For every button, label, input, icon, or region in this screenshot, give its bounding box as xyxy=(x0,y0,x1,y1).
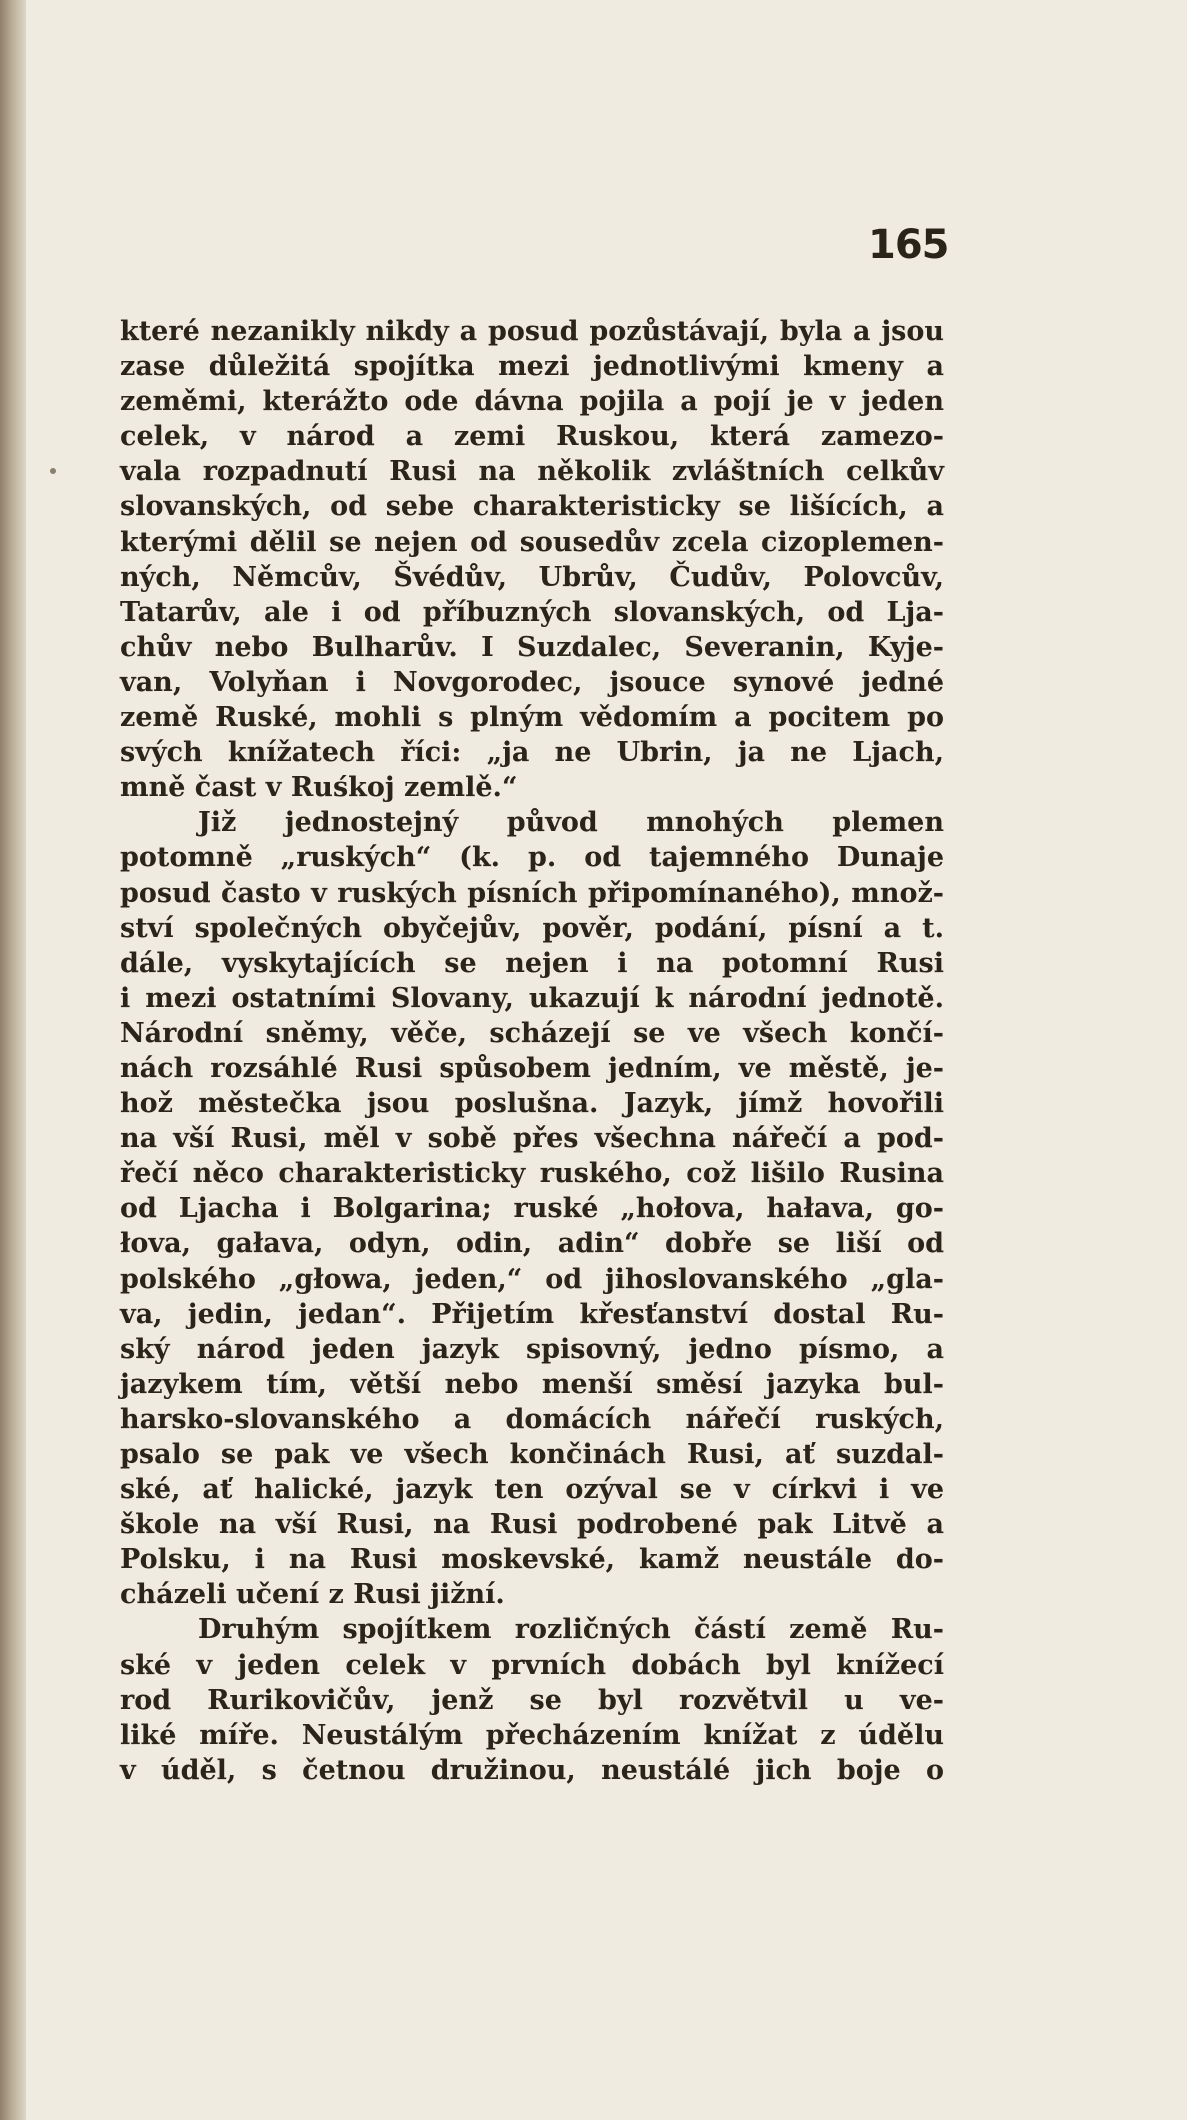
text-line: v úděl, s četnou družinou, neustálé jich boje o xyxy=(120,1754,944,1786)
body-text xyxy=(120,314,944,1788)
text-line: zeměmi, kterážto ode dávna pojila a pojí je v jeden xyxy=(120,386,944,418)
text-line: mně čast v Ruśkoj zemlě.“ xyxy=(120,772,518,804)
text-line: nách rozsáhlé Rusi spůsobem jedním, ve městě, je- xyxy=(120,1052,944,1084)
text-line: od Ljacha i Bolgarina; ruské „hołova, hałava, go- xyxy=(120,1193,944,1225)
text-line: škole na vší Rusi, na Rusi podrobené pak Litvě a xyxy=(120,1509,944,1541)
text-line: chův nebo Bulharův. I Suzdalec, Severanin, Kyje- xyxy=(120,631,944,663)
text-line: svých knížatech říci: „ja ne Ubrin, ja ne Ljach, xyxy=(120,737,944,769)
text-line: kterými dělil se nejen od sousedův zcela cizoplemen- xyxy=(120,526,944,558)
text-line: van, Volyňan i Novgorodec, jsouce synové jedné xyxy=(120,666,944,698)
margin-dot xyxy=(50,468,56,474)
text-line: va, jedin, jedan“. Přijetím křesťanství dostal Ru- xyxy=(120,1298,944,1330)
text-line: łova, gałava, odyn, odin, adin“ dobře se liší od xyxy=(120,1228,944,1260)
text-line: dále, vyskytajících se nejen i na potomní Rusi xyxy=(120,947,944,979)
text-line: potomně „ruských“ (k. p. od tajemného Dunaje xyxy=(120,842,944,874)
text-line: ství společných obyčejův, pověr, podání, písní a t. xyxy=(120,912,944,944)
text-line: na vší Rusi, měl v sobě přes všechna nářečí a pod- xyxy=(120,1123,944,1155)
text-line: Polsku, i na Rusi moskevské, kamž neustále do- xyxy=(120,1544,944,1576)
text-line: celek, v národ a zemi Ruskou, která zamezo- xyxy=(120,421,944,453)
text-line: posud často v ruských písních připomínaného), množ- xyxy=(120,877,944,909)
paragraph-start: Již jednostejný původ mnohých plemen xyxy=(198,807,944,839)
page-number: 165 xyxy=(868,222,949,268)
text-line: jazykem tím, větší nebo menší směsí jazyka bul- xyxy=(120,1368,944,1400)
text-line: psalo se pak ve všech končinách Rusi, ať suzdal- xyxy=(120,1439,944,1470)
text-line: rod Rurikovičův, jenž se byl rozvětvil u ve- xyxy=(120,1684,944,1716)
text-line: polského „głowa, jeden,“ od jihoslovanského „gla- xyxy=(120,1263,944,1295)
text-line: zase důležitá spojítka mezi jednotlivými kmeny a xyxy=(120,351,944,383)
text-line: země Ruské, mohli s plným vědomím a pocitem po xyxy=(120,702,944,734)
text-line: Národní sněmy, věče, scházejí se ve všech končí- xyxy=(120,1017,944,1049)
text-line: ných, Němcův, Švédův, Ubrův, Čudův, Polovcův, xyxy=(120,561,944,593)
text-line: ské, ať halické, jazyk ten ozýval se v církvi i ve xyxy=(120,1474,944,1506)
text-line: harsko-slovanského a domácích nářečí ruských, xyxy=(120,1403,944,1435)
text-line: slovanských, od sebe charakteristicky se lišících, a xyxy=(120,491,944,523)
text-line: cházeli učení z Rusi jižní. xyxy=(120,1579,505,1611)
text-line: liké míře. Neustálým přecházením knížat z údělu xyxy=(120,1719,944,1751)
page-spine-edge xyxy=(0,0,26,2120)
text-line: hož městečka jsou poslušna. Jazyk, jímž hovořili xyxy=(120,1088,944,1120)
text-line: vala rozpadnutí Rusi na několik zvláštních celkův xyxy=(120,456,944,488)
text-line: Tatarův, ale i od příbuzných slovanských, od Lja- xyxy=(120,596,944,628)
paragraph-start: Druhým spojítkem rozličných částí země Ru- xyxy=(198,1614,944,1646)
text-line: ský národ jeden jazyk spisovný, jedno písmo, a xyxy=(120,1333,944,1365)
text-line: řečí něco charakteristicky ruského, což lišilo Rusina xyxy=(120,1158,944,1190)
text-line: které nezanikly nikdy a posud pozůstávají, byla a jsou xyxy=(120,316,944,347)
text-line: ské v jeden celek v prvních dobách byl knížecí xyxy=(120,1649,944,1681)
text-line: i mezi ostatními Slovany, ukazují k národní jednotě. xyxy=(120,982,944,1014)
